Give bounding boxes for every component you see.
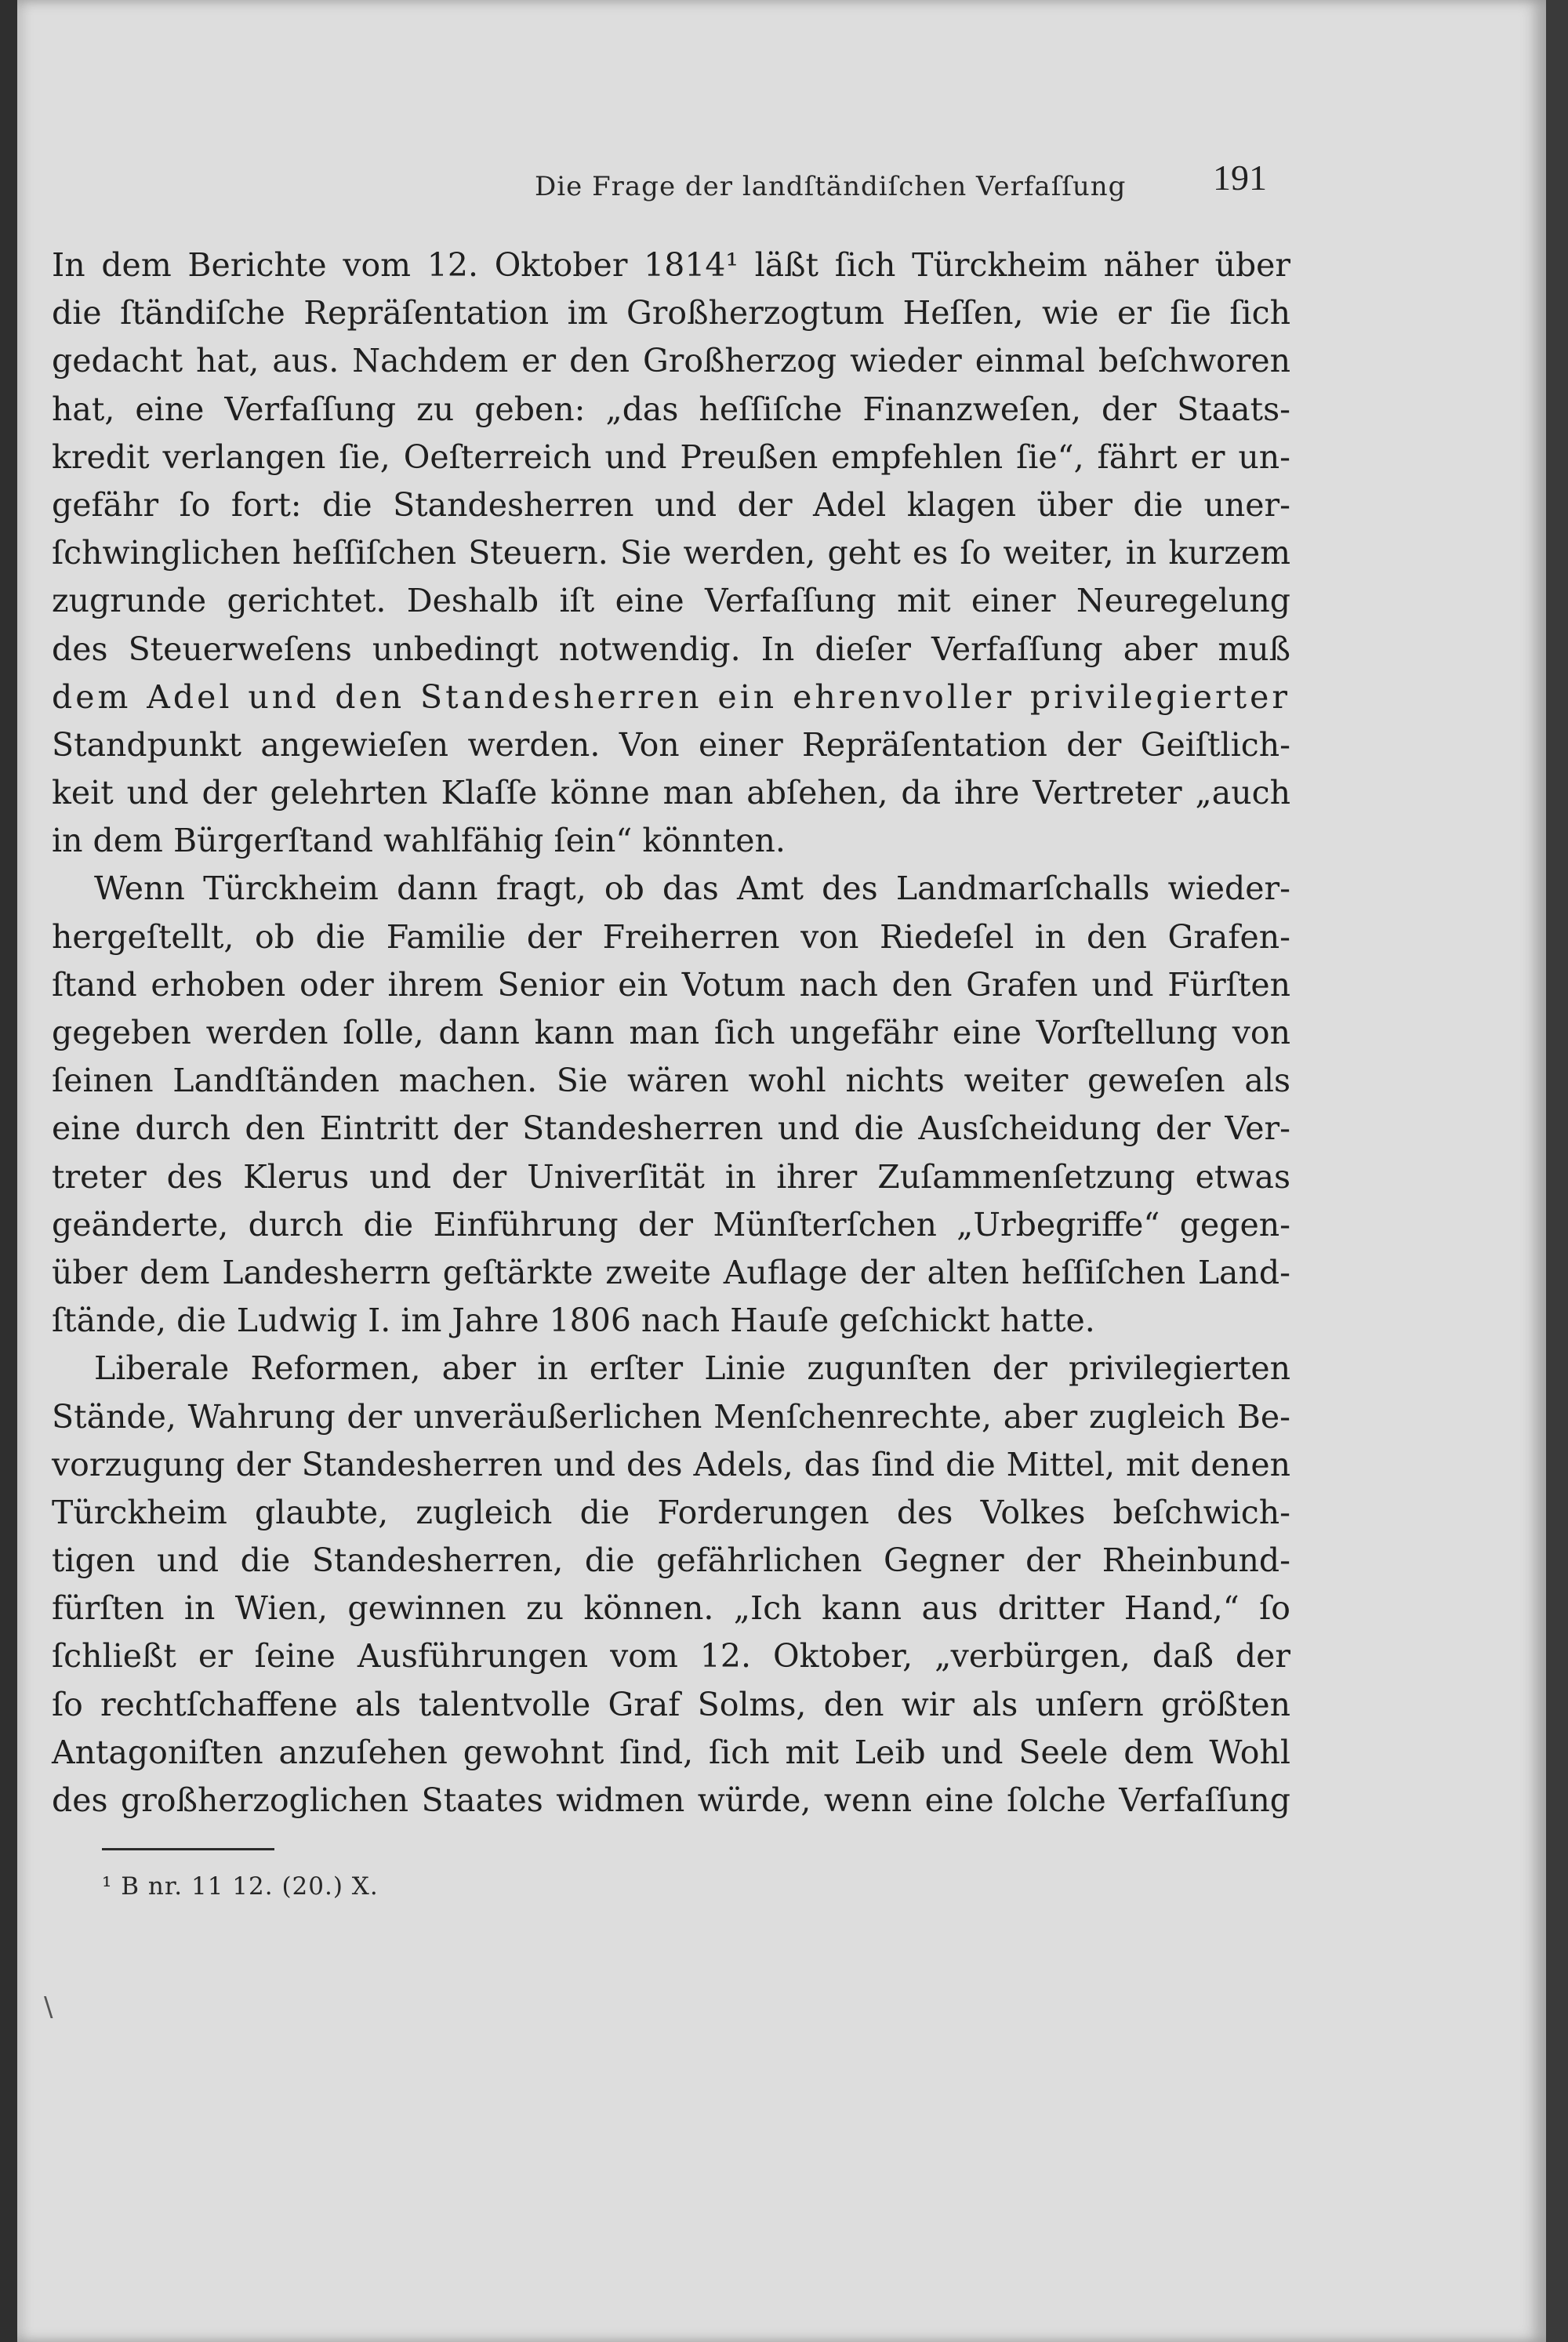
running-head: Die Frage der landſtändiſchen Verfaſſung [535,171,1127,202]
text-line: keit und der gelehrten Klaſſe könne man abſehen, da ihre Vertreter „auch [52,774,1290,812]
text-line: die ſtändiſche Repräſentation im Großherzogtum Heſſen, wie er ſie ſich [52,294,1290,332]
text-line: Liberale Reformen, aber in erſter Linie zugunſten der privilegierten [94,1349,1290,1388]
text-line: tigen und die Standesherren, die gefährlichen Gegner der Rheinbund- [52,1541,1290,1580]
text-line: treter des Klerus und der Univerſität in ihrer Zuſammenſetzung etwas [52,1157,1290,1196]
text-line: gedacht hat, aus. Nachdem er den Großherzog wieder einmal beſchworen [52,342,1290,380]
text-line: des großherzoglichen Staates widmen würde, wenn eine ſolche Verfaſſung [52,1781,1290,1819]
text-line: geänderte, durch die Einführung der Münſterſchen „Urbegriffe“ gegen- [52,1205,1290,1244]
text-line: ſo rechtſchaffene als talentvolle Graf Solms, den wir als unſern größten [52,1685,1290,1723]
text-line: dem Adel und den Standesherren ein ehrenvoller privilegierter [52,677,1290,716]
text-line: Wenn Türckheim dann fragt, ob das Amt des Landmarſchalls wieder- [94,870,1290,908]
text-line: ſchließt er ſeine Ausführungen vom 12. Oktober, „verbürgen, daß der [52,1637,1290,1676]
footnote: ¹ B nr. 11 12. (20.) X. [102,1872,379,1901]
text-line: Standpunkt angewieſen werden. Von einer Repräſentation der Geiſtlich- [52,725,1290,764]
text-line: hergeſtellt, ob die Familie der Freiherren von Riedeſel in den Grafen- [52,917,1290,956]
text-line: gegeben werden ſolle, dann kann man ſich ungefähr eine Vorſtellung von [52,1014,1290,1051]
text-line: eine durch den Eintritt der Standesherren und die Ausſcheidung der Ver- [52,1109,1290,1148]
text-line: Türckheim glaubte, zugleich die Forderungen des Volkes beſchwich- [52,1493,1290,1531]
paragraph [52,241,1290,865]
text-line: ſchwinglichen heſſiſchen Steuern. Sie werden, geht es ſo weiter, in kurzem [52,534,1290,572]
page-number: 191 [1213,158,1267,198]
text-line: gefähr ſo fort: die Standesherren und der Adel klagen über die uner- [52,485,1290,524]
text-line: ſtände, die Ludwig I. im Jahre 1806 nach Hauſe geſchickt hatte. [52,1302,1095,1340]
footnote-rule [102,1848,274,1850]
text-line: ſtand erhoben oder ihrem Senior ein Votum nach den Grafen und Fürſten [52,965,1290,1004]
text-line: Antagoniſten anzuſehen gewohnt ſind, ſich mit Leib und Seele dem Wohl [52,1733,1290,1771]
text-line: fürſten in Wien, gewinnen zu können. „Ich kann aus dritter Hand,“ ſo [52,1589,1290,1628]
text-line: Stände, Wahrung der unveräußerlichen Menſchenrechte, aber zugleich Be- [52,1397,1290,1436]
text-line: in dem Bürgerſtand wahlfähig ſein“ könnten. [52,822,786,860]
book-page [17,0,1546,2342]
margin-mark: \ [44,1992,53,2023]
text-line: kredit verlangen ſie, Oeſterreich und Preußen empfehlen ſie“, fährt er un- [52,438,1290,476]
paragraph [52,865,1290,1345]
text-line: hat, eine Verfaſſung zu geben: „das heſſiſche Finanzweſen, der Staats- [52,390,1290,428]
text-line: ſeinen Landſtänden machen. Sie wären wohl nichts weiter geweſen als [52,1062,1290,1100]
body-text [52,241,1290,1825]
text-line: zugrunde gerichtet. Deshalb iſt eine Verfaſſung mit einer Neuregelung [52,582,1290,620]
scan-border [1546,0,1568,2342]
text-line: über dem Landesherrn geſtärkte zweite Auflage der alten heſſiſchen Land- [52,1253,1290,1291]
text-line: In dem Berichte vom 12. Oktober 1814¹ läßt ſich Türckheim näher über [52,246,1290,284]
text-line: vorzugung der Standesherren und des Adels, das ſind die Mittel, mit denen [52,1445,1290,1483]
text-line: des Steuerweſens unbedingt notwendig. In dieſer Verfaſſung aber muß [52,630,1290,668]
paragraph [52,1345,1290,1825]
